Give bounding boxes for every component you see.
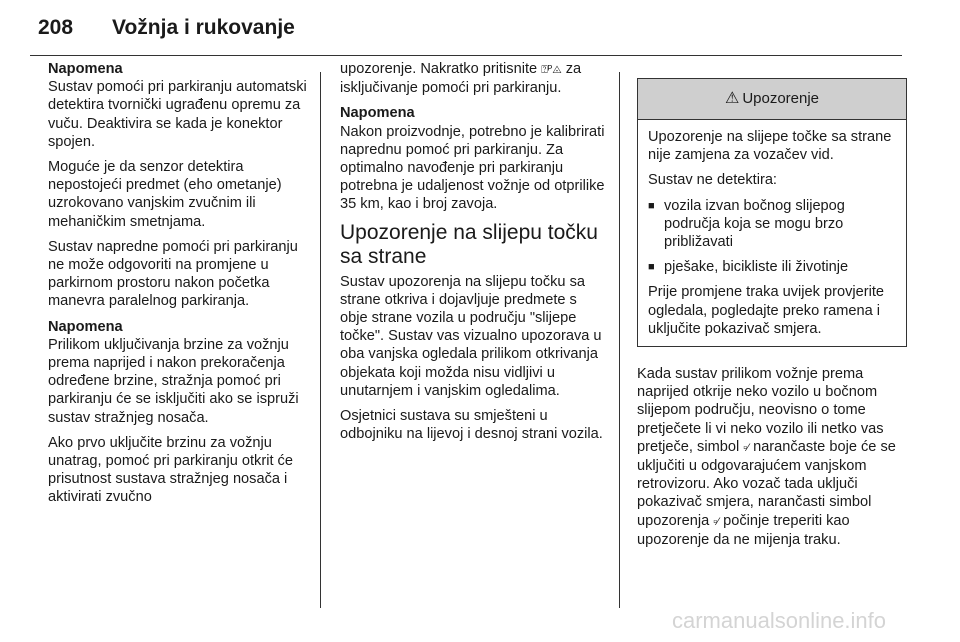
list-item: ■ pješake, bicikliste ili životinje [648,258,896,276]
warning-text: Prije promjene traka uvijek provjerite ogledala, pogledajte preko ramena i uključite pokazivač smjera. [648,284,885,337]
note-1-text: Sustav pomoći pri parkiranju automatski detektira tvornički ugrađenu opremu za vuču. Deaktivira se kada je konektor spojen. [48,79,307,150]
warning-text: Sustav ne detektira: [648,172,777,189]
paragraph-text: počinje treperiti kao upozorenje da ne mijenja traku. [637,512,850,548]
blind-spot-icon: ▫⁄ [743,441,750,454]
note-2 [48,318,312,427]
column-2 [340,60,606,450]
paragraph: Sustav napredne pomoći pri parkiranju ne može odgovoriti na promjene u parkirnom prostoru nakon početka manevra paralelnog parkiranja. [48,238,298,310]
warning-header [638,79,906,120]
paragraph [340,60,606,97]
paragraph [637,365,907,549]
note-1-label: Napomena [48,61,123,77]
paragraph-text: za isključivanje pomoći pri parkiranju. [340,61,582,97]
paragraph-text: upozorenje. Nakratko pritisnite [340,61,538,77]
note-3-text: Nakon proizvodnje, potrebno je kalibrirati naprednu pomoć pri parkiranju. Za optimalno navođenje pri parkiranju potrebna je udaljenost vožnje od otprilike 35 km, kao i broj zavoja. [340,123,605,213]
blind-spot-icon: ▫⁄ [713,515,720,528]
section-heading: Upozorenje na slijepu točku sa strane [340,220,598,268]
paragraph-text: Kada sustav prilikom vožnje prema naprijed otkrije neko vozilo u bočnom slijepom području, neovisno o tome pretječete li vi neko vozilo ili netko vas pretječe, simbol [637,366,884,455]
note-1 [48,60,312,151]
page-header [38,16,928,50]
paragraph: Sustav upozorenja na slijepu točku sa strane otkriva i dojavljuje predmete s obje strane vozila u području "slijepe točke". Sustav vas vizualno upozorava u oba vanjska ogledala prilikom otkrivanja objekata koji možda nisu vidljivi u unutarnjem i vanjskim ogledalima. [340,273,602,399]
list-item: ■ vozila izvan bočnog slijepog područja koja se mogu brzo približavati [648,197,896,252]
parking-assist-button-icon: ⍰ᴾ◬ [541,64,562,76]
column-divider-1 [320,72,321,608]
column-divider-2 [619,72,620,608]
paragraph: Osjetnici sustava su smješteni u odbojniku na lijevoj i desnoj strani vozila. [340,408,603,443]
warning-box [637,78,907,347]
column-1 [48,60,312,514]
warning-list [648,197,896,277]
column-3 [637,78,907,556]
paragraph: Moguće je da senzor detektira nepostojeći predmet (eho ometanje) uzrokovano vanjskim zvučnim ili mehaničkim smetnjama. [48,159,282,230]
warning-body [638,120,906,346]
note-2-label: Napomena [48,318,123,335]
page-number: 208 [38,16,74,39]
note-2-text: Prilikom uključivanja brzine za vožnju prema naprijed i nakon prekoračenja određene brzine, stražnja pomoć pri parkiranju će se isključiti ako se ispruži sustav stražnjeg nosača. [48,336,299,426]
header-divider [30,55,902,56]
note-3 [340,104,606,213]
warning-triangle-icon: ⚠ [724,89,740,107]
paragraph-text: narančaste boje će se uključiti u odgovarajućem vanjskom retrovizoru. Ako vozač tada uključi pokazivač smjera, narančasti simbol upozorenja [637,438,896,529]
note-3-label: Napomena [340,105,415,122]
watermark: carmanualsonline.info [672,608,887,633]
warning-title: Upozorenje [742,89,820,107]
warning-text: Upozorenje na slijepe točke sa strane nije zamjena za vozačev vid. [648,129,892,164]
page-title: Vožnja i rukovanje [112,16,295,39]
paragraph: Ako prvo uključite brzinu za vožnju unatrag, pomoć pri parkiranju otkrit će prisutnost sustava stražnjeg nosača i aktivirati zvučno [48,434,293,506]
